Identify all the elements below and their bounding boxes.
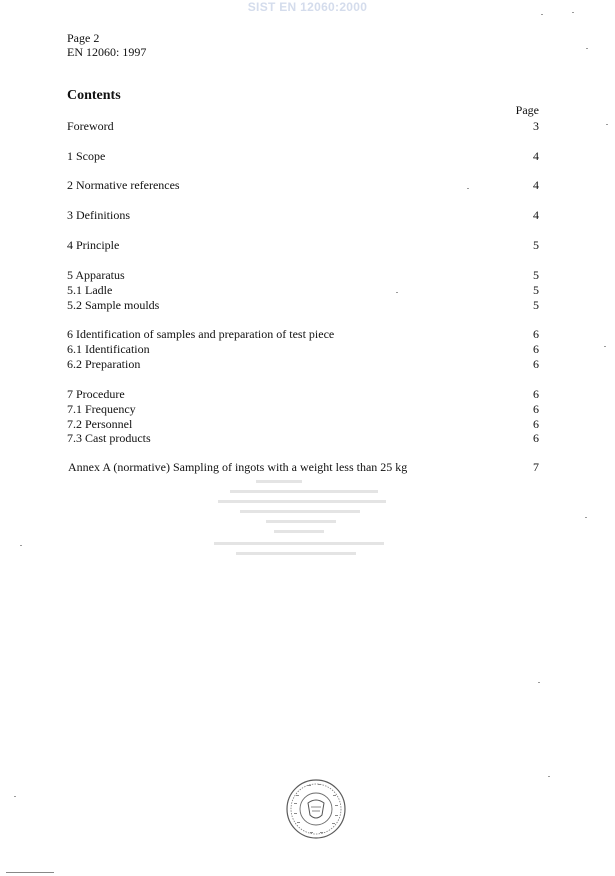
scan-speck <box>606 124 608 125</box>
toc-entry-personnel <box>67 417 539 431</box>
toc-entry-definitions <box>67 208 539 222</box>
scan-speck <box>586 48 588 49</box>
toc-entry-page: 6 <box>533 431 539 445</box>
toc-entry-label: 7.2 Personnel <box>67 417 133 431</box>
scan-speck <box>20 545 22 546</box>
scan-speck <box>572 12 574 13</box>
toc-entry-page: 7 <box>533 460 539 474</box>
toc-entry-page: 4 <box>533 149 539 163</box>
official-seal-icon <box>284 777 348 841</box>
faded-stamp-mark <box>196 476 406 566</box>
contents-title: Contents <box>67 88 121 103</box>
page-column-label: Page <box>515 103 539 117</box>
toc-entry-principle <box>67 238 539 252</box>
standard-reference: EN 12060: 1997 <box>67 45 147 59</box>
toc-entry-normative-references <box>67 178 539 192</box>
toc-entry-page: 6 <box>533 342 539 356</box>
toc-entry-sample-moulds <box>67 298 539 312</box>
toc-entry-label: 2 Normative references <box>67 178 180 192</box>
toc-entry-page: 6 <box>533 417 539 431</box>
toc-entry-annex-a <box>67 460 539 474</box>
toc-entry-label: 7.3 Cast products <box>67 431 151 445</box>
bottom-edge-mark <box>6 872 54 873</box>
toc-entry-frequency <box>67 402 539 416</box>
toc-entry-preparation <box>67 357 539 371</box>
toc-entry-label: 5.1 Ladle <box>67 283 113 297</box>
scan-speck <box>467 188 469 189</box>
toc-entry-label: 1 Scope <box>67 149 106 163</box>
toc-entry-ladle <box>67 283 539 297</box>
scan-speck <box>538 682 540 683</box>
toc-entry-apparatus <box>67 268 539 282</box>
toc-entry-foreword <box>67 119 539 133</box>
toc-entry-identification-of-samples <box>67 327 539 341</box>
toc-entry-label: 5 Apparatus <box>67 268 125 282</box>
scan-speck <box>604 346 606 347</box>
scan-speck <box>14 796 16 797</box>
toc-entry-page: 5 <box>533 238 539 252</box>
toc-entry-label: Annex A (normative) Sampling of ingots with a weight less than 25 kg <box>68 460 408 474</box>
toc-entry-page: 5 <box>533 268 539 282</box>
toc-entry-page: 4 <box>533 208 539 222</box>
toc-entry-label: 6 Identification of samples and preparation of test piece <box>67 327 335 341</box>
toc-entry-label: Foreword <box>67 119 114 133</box>
toc-entry-page: 5 <box>533 283 539 297</box>
toc-entry-page: 6 <box>533 327 539 341</box>
toc-entry-label: 3 Definitions <box>67 208 130 222</box>
toc-entry-page: 5 <box>533 298 539 312</box>
toc-entry-cast-products <box>67 431 539 445</box>
toc-entry-procedure <box>67 387 539 401</box>
scan-speck <box>585 517 587 518</box>
watermark: SIST EN 12060:2000 <box>247 0 368 14</box>
scan-speck <box>541 14 543 15</box>
toc-entry-label: 6.1 Identification <box>67 342 150 356</box>
toc-entry-page: 4 <box>533 178 539 192</box>
toc-entry-identification <box>67 342 539 356</box>
toc-entry-page: 6 <box>533 387 539 401</box>
toc-entry-label: 4 Principle <box>67 238 120 252</box>
toc-entry-label: 7 Procedure <box>67 387 125 401</box>
scan-speck <box>396 292 398 293</box>
toc-entry-label: 7.1 Frequency <box>67 402 136 416</box>
toc-entry-scope <box>67 149 539 163</box>
scan-speck <box>548 776 550 777</box>
toc-entry-label: 6.2 Preparation <box>67 357 141 371</box>
toc-entry-label: 5.2 Sample moulds <box>67 298 160 312</box>
page-header <box>67 31 146 59</box>
toc-entry-page: 6 <box>533 357 539 371</box>
toc-entry-page: 3 <box>533 119 539 133</box>
page-number: Page 2 <box>67 31 100 45</box>
toc-entry-page: 6 <box>533 402 539 416</box>
